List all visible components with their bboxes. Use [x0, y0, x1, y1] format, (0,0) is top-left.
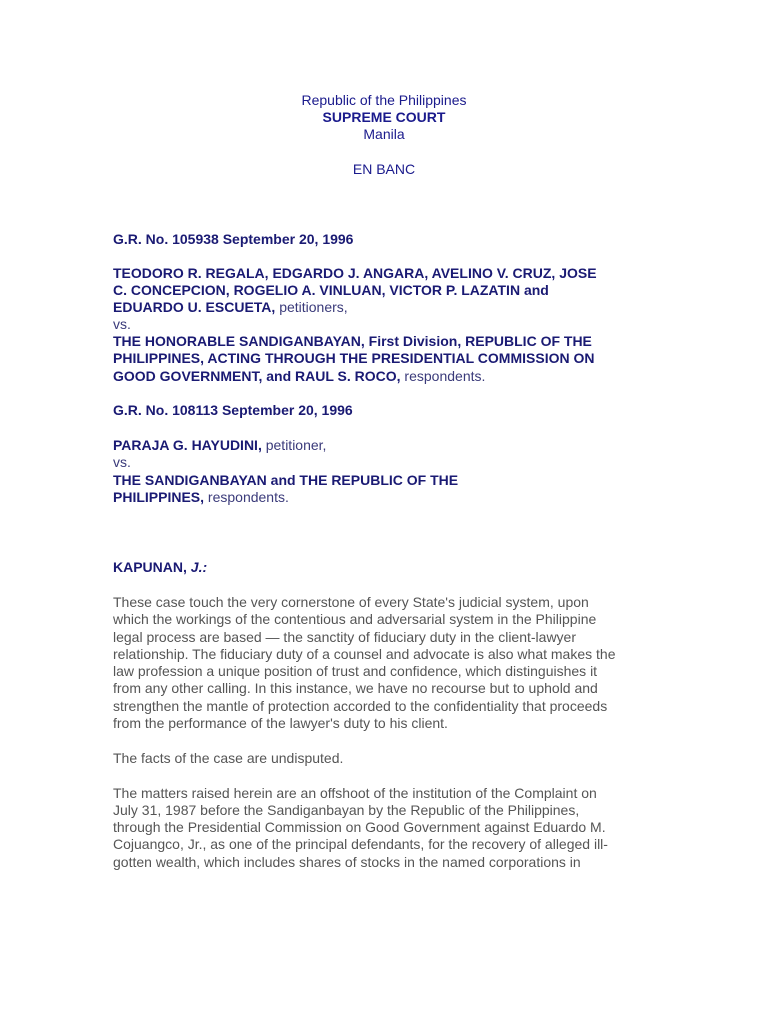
case1-respondents-role: respondents. — [400, 368, 486, 384]
ponente — [113, 559, 207, 576]
paragraph-line: The matters raised herein are an offshoot of the institution of the Complaint on — [113, 785, 597, 801]
city-heading: Manila — [363, 126, 405, 142]
ponente-name: KAPUNAN, — [113, 559, 187, 575]
court-heading: SUPREME COURT — [322, 109, 446, 125]
case1-petitioners-role: petitioners, — [275, 299, 348, 315]
paragraph-line: The facts of the case are undisputed. — [113, 750, 344, 766]
case2-respondents-name: PHILIPPINES, — [113, 489, 205, 505]
case1-gr-number: G.R. No. 105938 September 20, 1996 — [113, 231, 354, 247]
case1-vs: vs. — [113, 316, 131, 332]
case1-petitioners-name: EDUARDO U. ESCUETA, — [113, 299, 276, 315]
case2-respondents-role: respondents. — [204, 489, 289, 505]
paragraph-line: strengthen the mantle of protection accorded to the confidentiality that proceeds — [113, 698, 608, 714]
case2-gr-number: G.R. No. 108113 September 20, 1996 — [113, 402, 353, 418]
republic-heading: Republic of the Philippines — [301, 92, 467, 108]
case1-respondents-name: GOOD GOVERNMENT, and RAUL S. ROCO, — [113, 368, 401, 384]
paragraph-line: from the performance of the lawyer's duty to his client. — [113, 715, 448, 731]
paragraph-line: relationship. The fiduciary duty of a counsel and advocate is also what makes the — [113, 646, 616, 662]
ponente-title: J.: — [186, 559, 208, 575]
paragraph-line: through the Presidential Commission on Good Government against Eduardo M. — [113, 819, 606, 835]
paragraph-line: which the workings of the contentious and adversarial system in the Philippine — [113, 611, 597, 627]
case1-respondents-line: THE HONORABLE SANDIGANBAYAN, First Division, REPUBLIC OF THE — [113, 333, 592, 349]
case2-petitioner-name: PARAJA G. HAYUDINI, — [113, 437, 262, 453]
paragraph-line: law profession a unique position of trust and confidence, which distinguishes it — [113, 663, 598, 679]
case2-petitioner-line — [113, 437, 326, 454]
case2-respondents-last-line — [113, 489, 289, 506]
paragraph-line: legal process are based — the sanctity of fiduciary duty in the client-lawyer — [113, 629, 577, 645]
paragraph-line: gotten wealth, which includes shares of stocks in the named corporations in — [113, 854, 581, 870]
case2-vs: vs. — [113, 454, 131, 470]
paragraph-line: These case touch the very cornerstone of every State's judicial system, upon — [113, 594, 589, 610]
case2-respondents-line: THE SANDIGANBAYAN and THE REPUBLIC OF THE — [113, 472, 459, 488]
paragraph-line: from any other calling. In this instance, we have no recourse but to uphold and — [113, 680, 598, 696]
case1-petitioners-line: C. CONCEPCION, ROGELIO A. VINLUAN, VICTOR P. LAZATIN and — [113, 282, 549, 298]
case2-petitioner-role: petitioner, — [261, 437, 327, 453]
paragraph-line: Cojuangco, Jr., as one of the principal defendants, for the recovery of alleged ill- — [113, 836, 608, 852]
case1-petitioners-line: TEODORO R. REGALA, EDGARDO J. ANGARA, AVELINO V. CRUZ, JOSE — [113, 265, 597, 281]
case1-respondents-last-line — [113, 368, 485, 385]
case1-petitioners-last-line — [113, 299, 348, 316]
paragraph-line: July 31, 1987 before the Sandiganbayan by the Republic of the Philippines, — [113, 802, 580, 818]
division-heading: EN BANC — [352, 161, 416, 177]
case1-respondents-line: PHILIPPINES, ACTING THROUGH THE PRESIDENTIAL COMMISSION ON — [113, 350, 595, 366]
